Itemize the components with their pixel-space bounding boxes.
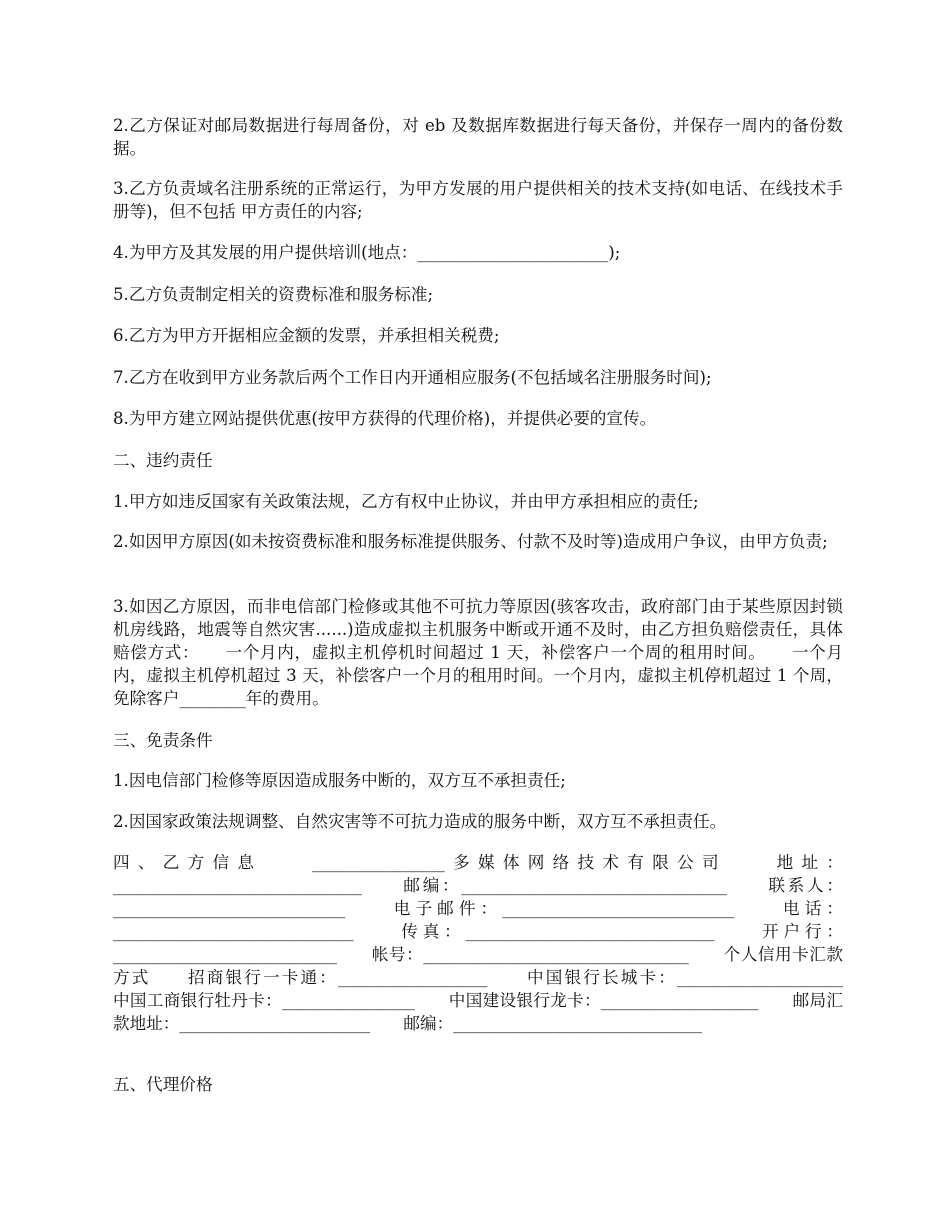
paragraph-text: 2.乙方保证对邮局数据进行每周备份，对 eb 及数据库数据进行每天备份，并保存一周内的备份数据。	[113, 116, 843, 158]
paragraph-text: 3.如因乙方原因，而非电信部门检修或其他不可抗力等原因(骇客攻击，政府部门由于某些原因封锁机房线路，地震等自然灾害......)造成虚拟主机服务中断或开通不及时，由乙方担负赔偿责任，具体赔偿方式： 一个月内，虚拟主机停机时间超过 1 天，补偿客户一个周的租用时间。 一个月内，虚拟主机停机超过 3 天，补偿客户一个月的租用时间。一个月内，虚拟主机停机超过 1 个周，免除客户________年的费用。	[113, 597, 843, 708]
paragraph-text: 3.乙方负责域名注册系统的正常运行，为甲方发展的用户提供相关的技术支持(如电话、在线技术手册等)，但不包括 甲方责任的内容;	[113, 179, 843, 221]
clause-telecom-maintenance	[113, 769, 843, 792]
paragraph-text: 5.乙方负责制定相关的资费标准和服务标准;	[113, 285, 434, 304]
clause-party-a-dispute	[113, 530, 843, 553]
clause-party-b-compensation	[113, 595, 843, 710]
clause-backup	[113, 114, 843, 160]
clause-training	[113, 241, 843, 264]
paragraph-text: 6.乙方为甲方开据相应金额的发票，并承担相关税费;	[113, 326, 500, 345]
section-heading-breach	[113, 449, 843, 472]
paragraph-text: 2.因国家政策法规调整、自然灾害等不可抗力造成的服务中断，双方互不承担责任。	[113, 812, 727, 831]
section-heading-agent-price	[113, 1073, 843, 1096]
heading-text: 三、免责条件	[113, 731, 213, 750]
clause-party-a-violation	[113, 490, 843, 513]
paragraph-text: 四、乙方信息 ________________多媒体网络技术有限公司 地址：______________________________ 邮编：________________________________ 联系人：____________________________ 电子邮件：____________________________ 电话：_____________________________ 传真：______________________________ 开户行：___________________________ 帐号：________________________________ 个人信用卡汇款方式 招商银行一卡通：__________________ 中国银行长城卡：____________________ 中国工商银行牡丹卡：________________ 中国建设银行龙卡：___________________ 邮局汇款地址：_______________________ 邮编：______________________________	[113, 853, 877, 1033]
paragraph-text: 1.因电信部门检修等原因造成服务中断的，双方互不承担责任;	[113, 771, 566, 790]
paragraph-text: 2.如因甲方原因(如未按资费标准和服务标准提供服务、付款不及时等)造成用户争议，由甲方负责;	[113, 532, 828, 551]
clause-force-majeure	[113, 810, 843, 833]
paragraph-text: 1.甲方如违反国家有关政策法规，乙方有权中止协议，并由甲方承担相应的责任;	[113, 492, 699, 511]
paragraph-text: 8.为甲方建立网站提供优惠(按甲方获得的代理价格)，并提供必要的宣传。	[113, 409, 657, 428]
section-heading-exemption	[113, 729, 843, 752]
clause-domain-support	[113, 177, 843, 223]
clause-website-discount	[113, 407, 843, 430]
paragraph-text: 4.为甲方及其发展的用户提供培训(地点：_______________________);	[113, 243, 621, 262]
paragraph-text: 7.乙方在收到甲方业务款后两个工作日内开通相应服务(不包括域名注册服务时间);	[113, 368, 712, 387]
heading-text: 五、代理价格	[113, 1075, 213, 1094]
clause-activation	[113, 366, 843, 389]
clause-fee-standards	[113, 283, 843, 306]
section-party-b-info	[113, 851, 877, 1035]
heading-text: 二、违约责任	[113, 451, 213, 470]
clause-invoice	[113, 324, 843, 347]
